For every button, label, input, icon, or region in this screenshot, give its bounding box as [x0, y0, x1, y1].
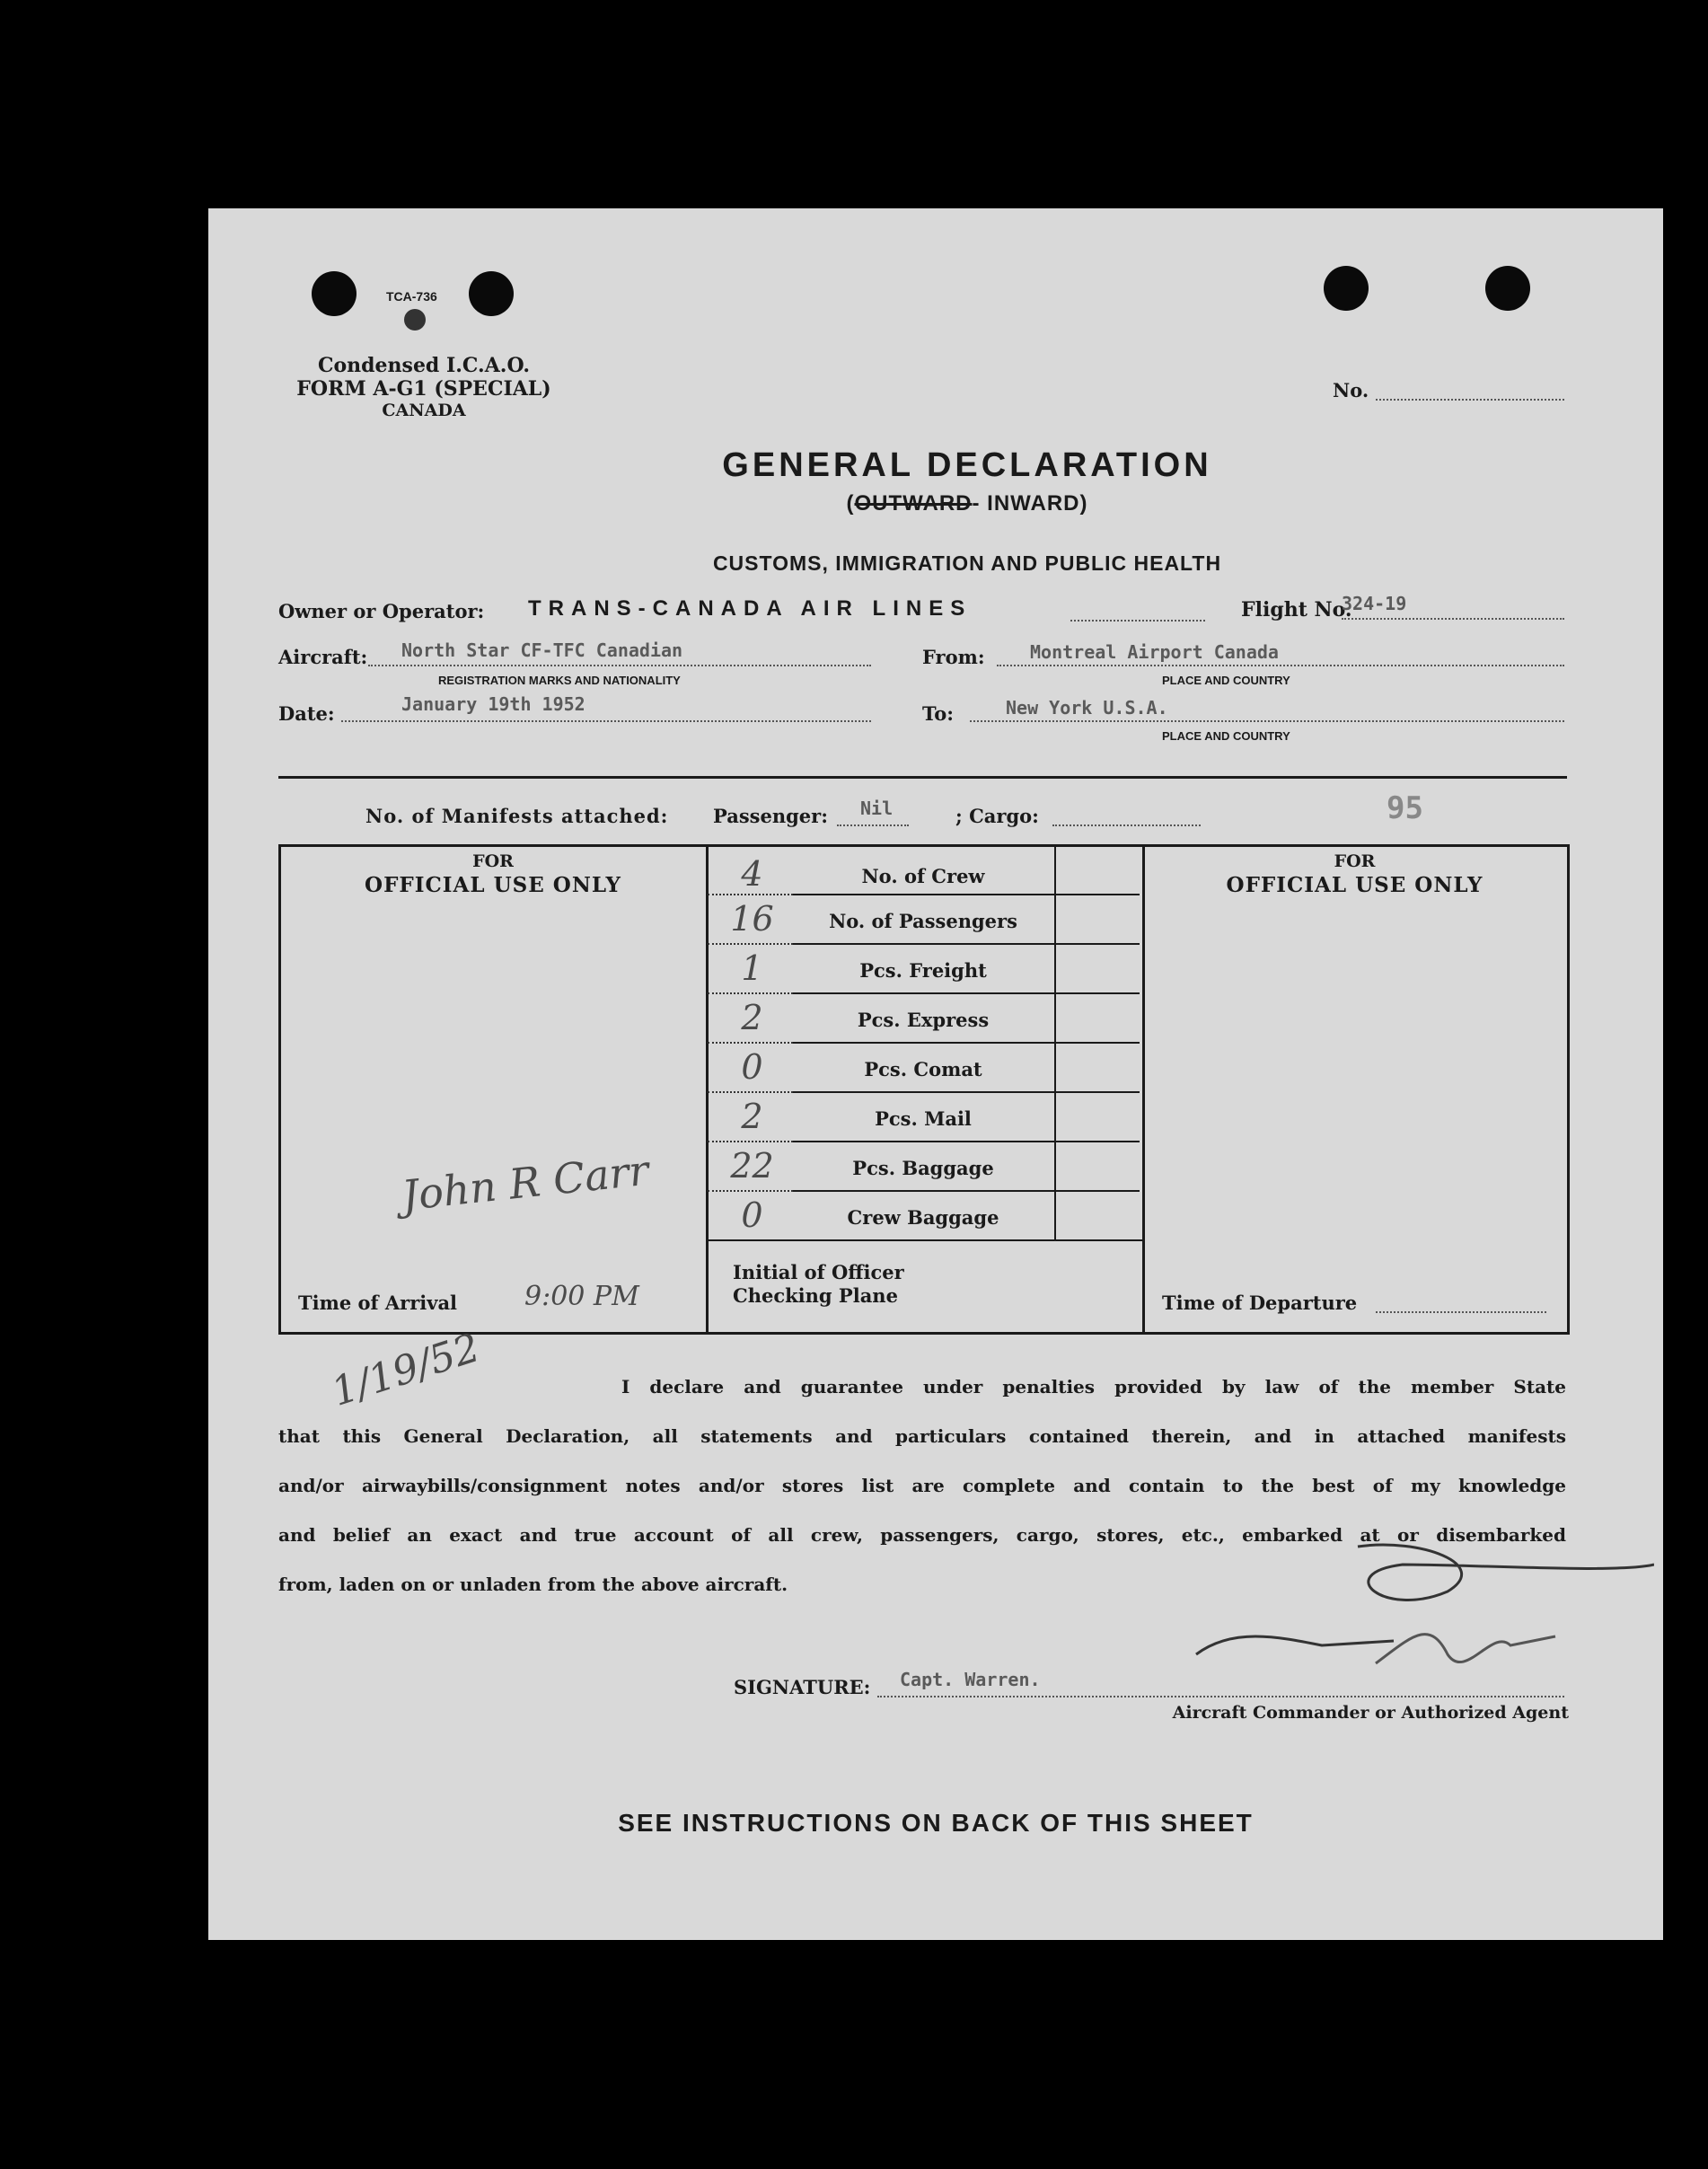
row-count: 1 [741, 948, 763, 988]
initial-line-2: Checking Plane [733, 1284, 898, 1307]
paren-open: ( [846, 491, 855, 516]
owner-label: Owner or Operator: [278, 600, 485, 622]
row-divider [793, 1190, 1140, 1192]
row-divider [793, 1141, 1140, 1142]
punch-hole [1485, 266, 1530, 311]
officer-signature: John R Carr [399, 1145, 651, 1221]
form-subtitle: CUSTOMS, IMMIGRATION AND PUBLIC HEALTH [712, 551, 1222, 575]
declaration-line-5: from, laden on or unladen from the above aircraft. [278, 1574, 788, 1595]
aircraft-caption: REGISTRATION MARKS AND NATIONALITY [438, 674, 681, 687]
date-label: Date: [278, 702, 335, 725]
stamp-date: 1/19/52 [326, 1325, 486, 1415]
row-count-divider [708, 1190, 793, 1192]
no-label: No. [1333, 379, 1369, 401]
owner-value: TRANS-CANADA AIR LINES [528, 596, 973, 621]
row-label: No. of Passengers [829, 910, 1017, 932]
manifests-cargo-value: 95 [1387, 790, 1423, 826]
row-count-divider [708, 894, 793, 895]
manifests-label: No. of Manifests attached: [365, 805, 669, 827]
row-count: 4 [741, 854, 763, 894]
form-direction [478, 491, 1457, 516]
left-for: FOR [472, 851, 514, 871]
manifests-passenger-label: Passenger: [713, 805, 828, 827]
footer-instructions: SEE INSTRUCTIONS ON BACK OF THIS SHEET [618, 1809, 1254, 1837]
separator-line [278, 776, 1567, 779]
row-divider [793, 1042, 1140, 1044]
row-count: 22 [730, 1146, 774, 1186]
row-count: 2 [741, 1097, 763, 1136]
row-count-divider [708, 943, 793, 945]
form-code: TCA-736 [386, 289, 437, 304]
row-count-divider [708, 1042, 793, 1044]
row-count: 0 [741, 1047, 763, 1087]
form-line-3: CANADA [382, 401, 466, 420]
row-label: Pcs. Freight [859, 959, 987, 982]
row-divider [793, 894, 1140, 895]
row-count: 2 [741, 998, 763, 1037]
aircraft-field-line [368, 665, 871, 666]
row-label: Crew Baggage [847, 1206, 999, 1229]
date-field-line [341, 720, 871, 722]
right-official-use: OFFICIAL USE ONLY [1226, 873, 1483, 897]
inward: - INWARD) [972, 491, 1088, 516]
rows-bottom-line [708, 1239, 1142, 1241]
row-label: Pcs. Comat [864, 1058, 982, 1080]
signature-value: Capt. Warren. [900, 1669, 1041, 1690]
time-departure-label: Time of Departure [1162, 1292, 1358, 1314]
from-label: From: [922, 646, 985, 668]
outward-struck: OUTWARD [854, 491, 973, 516]
row-divider [793, 1091, 1140, 1093]
form-sheet [208, 208, 1663, 1940]
departure-field-line [1376, 1311, 1546, 1313]
form-line-2: FORM A-G1 (SPECIAL) [296, 377, 551, 401]
no-field [1376, 399, 1564, 401]
owner-field-line [1070, 620, 1205, 622]
flight-field-line [1342, 618, 1564, 620]
table-divider-left [706, 844, 709, 1332]
flight-value: 324-19 [1342, 593, 1407, 614]
punch-hole [1324, 266, 1369, 311]
row-label: No. of Crew [861, 865, 985, 887]
row-count: 16 [730, 899, 774, 939]
declaration-line-2: that this General Declaration, all statements and particulars contained therein, and in attached manifests [278, 1425, 1566, 1447]
form-line-1: Condensed I.C.A.O. [318, 354, 530, 377]
signature-field-line [877, 1696, 1564, 1697]
right-for: FOR [1334, 851, 1376, 871]
row-count: 0 [741, 1195, 763, 1235]
declaration-line-4: and belief an exact and true account of all crew, passengers, cargo, stores, etc., embarked at or disembarked [278, 1524, 1566, 1546]
row-count-divider [708, 992, 793, 994]
signature-label: SIGNATURE: [734, 1676, 871, 1698]
punch-hole [469, 271, 514, 316]
to-caption: PLACE AND COUNTRY [1162, 729, 1290, 743]
row-label: Pcs. Mail [875, 1107, 972, 1130]
logo-emblem-icon [404, 309, 426, 331]
table-divider-right [1142, 844, 1145, 1332]
row-label: Pcs. Express [857, 1009, 990, 1031]
time-arrival-value: 9:00 PM [524, 1281, 639, 1312]
passenger-field-line [837, 824, 909, 826]
to-field-line [970, 720, 1564, 722]
left-official-use: OFFICIAL USE ONLY [365, 873, 621, 897]
punch-hole [312, 271, 357, 316]
aircraft-label: Aircraft: [278, 646, 368, 668]
from-field-line [997, 665, 1564, 666]
from-caption: PLACE AND COUNTRY [1162, 674, 1290, 687]
form-title: GENERAL DECLARATION [722, 446, 1212, 484]
time-arrival-label: Time of Arrival [298, 1292, 458, 1314]
initial-line-1: Initial of Officer [733, 1261, 904, 1283]
row-count-divider [708, 1141, 793, 1142]
to-label: To: [922, 702, 954, 725]
declaration-line-1: I declare and guarantee under penalties provided by law of the member State [621, 1376, 1566, 1398]
row-divider [793, 992, 1140, 994]
manifests-cargo-label: ; Cargo: [955, 805, 1039, 827]
row-divider [793, 943, 1140, 945]
cargo-field-line [1052, 824, 1201, 826]
from-value: Montreal Airport Canada [1030, 641, 1279, 663]
signature-caption: Aircraft Commander or Authorized Agent [1172, 1703, 1569, 1723]
manifests-passenger-value: Nil [860, 798, 894, 819]
aircraft-value: North Star CF-TFC Canadian [401, 639, 683, 661]
row-label: Pcs. Baggage [852, 1157, 994, 1179]
flight-label: Flight No. [1241, 598, 1352, 622]
row-count-divider [708, 1091, 793, 1093]
date-value: January 19th 1952 [401, 693, 585, 715]
declaration-line-3: and/or airwaybills/consignment notes and/or stores list are complete and contain to the best of my knowledge [278, 1475, 1566, 1496]
to-value: New York U.S.A. [1006, 697, 1168, 719]
